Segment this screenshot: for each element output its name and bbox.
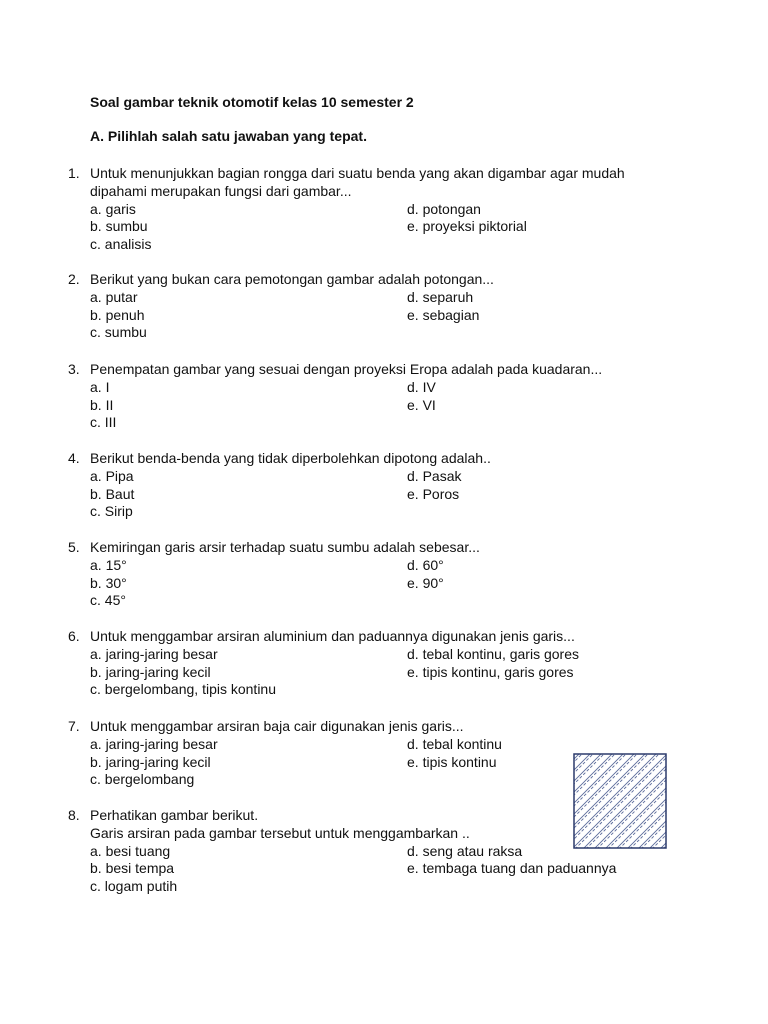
hatch-line [573, 753, 635, 849]
option-c: c. 45° [90, 592, 126, 609]
option-b: b. 30° [90, 574, 127, 591]
question-number: 7. [68, 718, 80, 734]
option-a: a. Pipa [90, 467, 134, 484]
hatch-line [583, 753, 667, 849]
question-line: Berikut yang bukan cara pemotongan gambar adalah potongan... [90, 271, 494, 287]
option-b: b. besi tempa [90, 860, 175, 877]
option-d: d. tebal kontinu [407, 735, 502, 752]
options [90, 289, 768, 342]
option-a: a. jaring-jaring besar [90, 645, 218, 662]
option-e: e. tembaga tuang dan paduannya [407, 860, 617, 877]
question-line: Untuk menggambar arsiran aluminium dan paduannya digunakan jenis garis... [90, 628, 575, 644]
options [90, 201, 768, 254]
option-e: e. Poros [407, 485, 460, 502]
option-b: b. sumbu [90, 218, 148, 235]
question-number: 4. [68, 450, 80, 466]
options [90, 468, 768, 521]
question-number: 3. [68, 361, 80, 377]
option-e: e. proyeksi piktorial [407, 218, 527, 235]
question-text [90, 165, 690, 201]
question-4 [0, 450, 768, 521]
section-title: A. Pilihlah salah satu jawaban yang tepat. [90, 128, 367, 144]
question-1 [0, 165, 768, 254]
question-line: Kemiringan garis arsir terhadap suatu sumbu adalah sebesar... [90, 539, 480, 555]
question-line: Untuk menunjukkan bagian rongga dari suatu benda yang akan digambar agar mudah [90, 165, 625, 181]
hatch-line [573, 753, 638, 849]
option-b: b. II [90, 396, 114, 413]
options [90, 379, 768, 432]
hatch-line [605, 753, 667, 849]
question-6 [0, 628, 768, 699]
question-line: Perhatikan gambar berikut. [90, 807, 259, 823]
option-c: c. Sirip [90, 503, 133, 520]
question-line: Garis arsiran pada gambar tersebut untuk menggambarkan .. [90, 824, 470, 841]
question-3 [0, 361, 768, 432]
hatch-lines [573, 753, 667, 849]
option-a: a. garis [90, 200, 136, 217]
option-d: d. potongan [407, 200, 481, 217]
hatched-square-icon [573, 753, 667, 849]
option-a: a. jaring-jaring besar [90, 735, 218, 752]
option-c: c. logam putih [90, 878, 178, 895]
question-2 [0, 271, 768, 342]
option-d: d. IV [407, 378, 436, 395]
option-a: a. besi tuang [90, 842, 171, 859]
option-d: d. tebal kontinu, garis gores [407, 645, 579, 662]
hatch-line [608, 753, 667, 849]
options [90, 646, 768, 699]
option-e: e. tipis kontinu, garis gores [407, 663, 574, 680]
question-number: 2. [68, 271, 80, 287]
option-b: b. penuh [90, 306, 145, 323]
question-text [90, 718, 690, 736]
options [90, 843, 768, 896]
option-c: c. sumbu [90, 324, 147, 341]
option-a: a. putar [90, 288, 138, 305]
question-number: 1. [68, 165, 80, 181]
question-line: Untuk menggambar arsiran baja cair digunakan jenis garis... [90, 718, 464, 734]
option-b: b. jaring-jaring kecil [90, 753, 211, 770]
option-a: a. 15° [90, 556, 127, 573]
document-title: Soal gambar teknik otomotif kelas 10 semester 2 [90, 94, 414, 110]
question-line: Penempatan gambar yang sesuai dengan proyeksi Eropa adalah pada kuadaran... [90, 361, 603, 377]
question-line: dipahami merupakan fungsi dari gambar... [90, 182, 352, 199]
option-d: d. 60° [407, 556, 444, 573]
question-number: 5. [68, 539, 80, 555]
question-line: Berikut benda-benda yang tidak diperbolehkan dipotong adalah.. [90, 450, 491, 466]
option-e: e. tipis kontinu [407, 753, 497, 770]
option-b: b. Baut [90, 485, 135, 502]
question-5 [0, 539, 768, 610]
option-c: c. analisis [90, 236, 152, 253]
option-d: d. separuh [407, 288, 474, 305]
question-text [90, 271, 690, 289]
option-e: e. VI [407, 396, 436, 413]
option-d: d. seng atau raksa [407, 842, 523, 859]
option-d: d. Pasak [407, 467, 462, 484]
hatch-line [630, 753, 667, 849]
question-text [90, 628, 690, 646]
question-text [90, 539, 690, 557]
options [90, 557, 768, 610]
option-b: b. jaring-jaring kecil [90, 663, 211, 680]
option-c: c. bergelombang [90, 771, 195, 788]
option-e: e. sebagian [407, 306, 480, 323]
question-text [90, 450, 690, 468]
option-a: a. I [90, 378, 110, 395]
option-c: c. bergelombang, tipis kontinu [90, 681, 276, 698]
question-text [90, 361, 690, 379]
option-e: e. 90° [407, 574, 444, 591]
question-number: 8. [68, 807, 80, 823]
option-c: c. III [90, 414, 117, 431]
question-number: 6. [68, 628, 80, 644]
